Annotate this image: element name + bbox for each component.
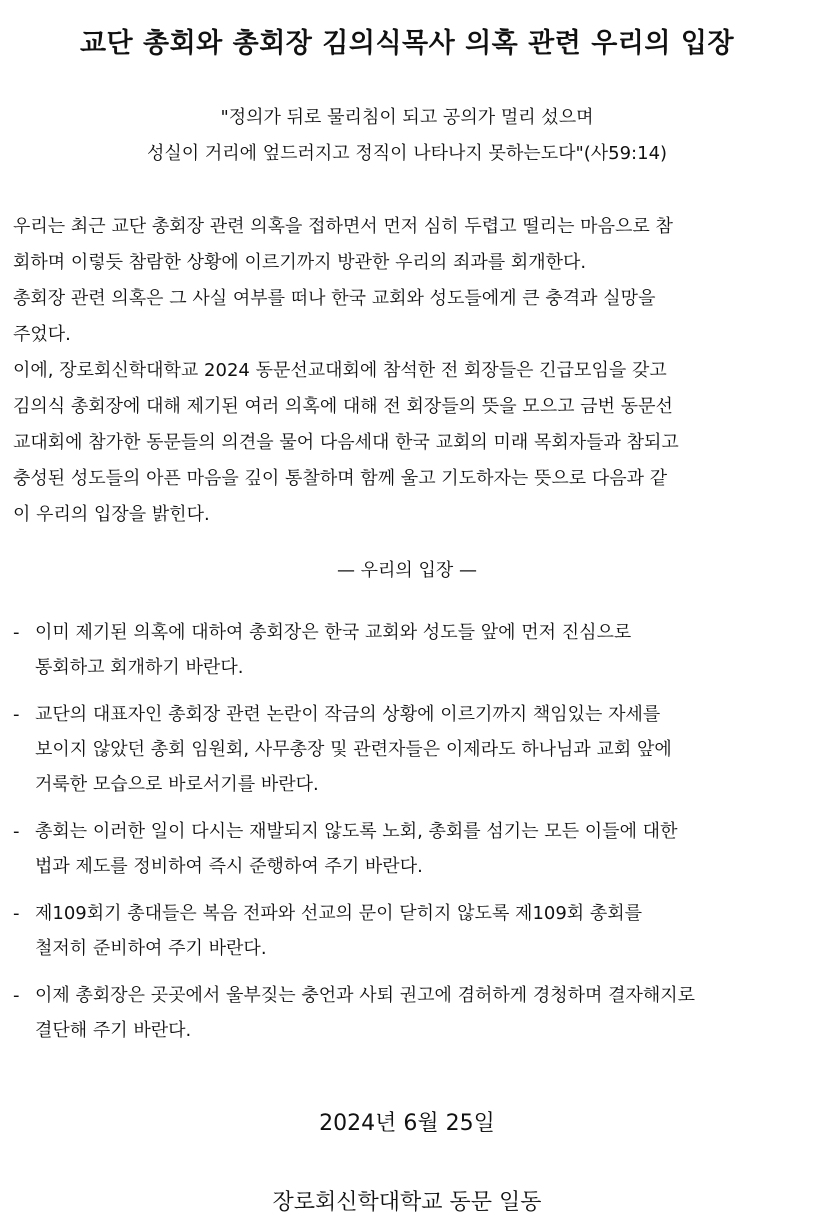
intro-line: 이에, 장로회신학대학교 2024 동문선교대회에 참석한 전 회장들은 긴급모임을 갖고 [13,360,667,381]
stance-line: 결단해 주기 바란다. [35,1020,192,1041]
intro-line: 이 우리의 입장을 밝힌다. [13,504,210,525]
document-date: 2024년 6월 25일 [319,1111,495,1136]
intro-line: 충성된 성도들의 아픈 마음을 깊이 통찰하며 함께 울고 기도하자는 뜻으로 다음과 같 [13,468,668,489]
intro-line: 회하며 이렇듯 참람한 상황에 이르기까지 방관한 우리의 죄과를 회개한다. [13,252,587,273]
intro-line: 주었다. [13,324,71,345]
quote-line: 성실이 거리에 엎드러지고 정직이 나타나지 못하는도다"(사59:14) [146,143,668,164]
stance-item [13,896,803,966]
section-heading: — 우리의 입장 — [336,560,478,581]
stance-line: 제109회기 총대들은 복음 전파와 선교의 문이 닫히지 않도록 제109회 총회를 [35,903,643,924]
stance-line: 통회하고 회개하기 바란다. [35,657,244,678]
stance-line: 거룩한 모습으로 바로서기를 바란다. [35,774,319,795]
stance-line: 이미 제기된 의혹에 대하여 총회장은 한국 교회와 성도들 앞에 먼저 진심으로 [35,622,632,643]
bullet-dash: - [13,985,20,1006]
stance-line: 총회는 이러한 일이 다시는 재발되지 않도록 노회, 총회를 섬기는 모든 이들에 대한 [35,821,678,842]
stance-line: 철저히 준비하여 주기 바란다. [35,938,267,959]
bullet-dash: - [13,704,20,725]
stance-item [13,615,803,685]
intro-line: 우리는 최근 교단 총회장 관련 의혹을 접하면서 먼저 심히 두렵고 떨리는 마음으로 참 [13,216,673,237]
bullet-dash: - [13,622,20,643]
bullet-dash: - [13,821,20,842]
intro-line: 김의식 총회장에 대해 제기된 여러 의혹에 대해 전 회장들의 뜻을 모으고 금번 동문선 [13,396,673,417]
stance-line: 보이지 않았던 총회 임원회, 사무총장 및 관련자들은 이제라도 하나님과 교회 앞에 [35,739,672,760]
intro-line: 총회장 관련 의혹은 그 사실 여부를 떠나 한국 교회와 성도들에게 큰 충격과 실망을 [13,288,656,309]
intro-line: 교대회에 참가한 동문들의 의견을 물어 다음세대 한국 교회의 미래 목회자들과 참되고 [13,432,679,453]
signature: 장로회신학대학교 동문 일동 [272,1190,542,1215]
document-title: 교단 총회와 총회장 김의식목사 의혹 관련 우리의 입장 [79,28,735,59]
quote-line: "정의가 뒤로 물리침이 되고 공의가 멀리 섰으며 [220,107,594,128]
stance-line: 이제 총회장은 곳곳에서 울부짖는 충언과 사퇴 권고에 겸허하게 경청하며 결자해지로 [35,985,696,1006]
stance-item [13,814,803,884]
bullet-dash: - [13,903,20,924]
stance-line: 교단의 대표자인 총회장 관련 논란이 작금의 상황에 이르기까지 책임있는 자세를 [35,704,661,725]
stance-item [13,978,803,1048]
stance-line: 법과 제도를 정비하여 즉시 준행하여 주기 바란다. [35,856,423,877]
stance-list [13,615,803,1060]
scripture-quote [0,100,814,172]
stance-item [13,697,803,802]
intro-paragraph [13,209,803,533]
